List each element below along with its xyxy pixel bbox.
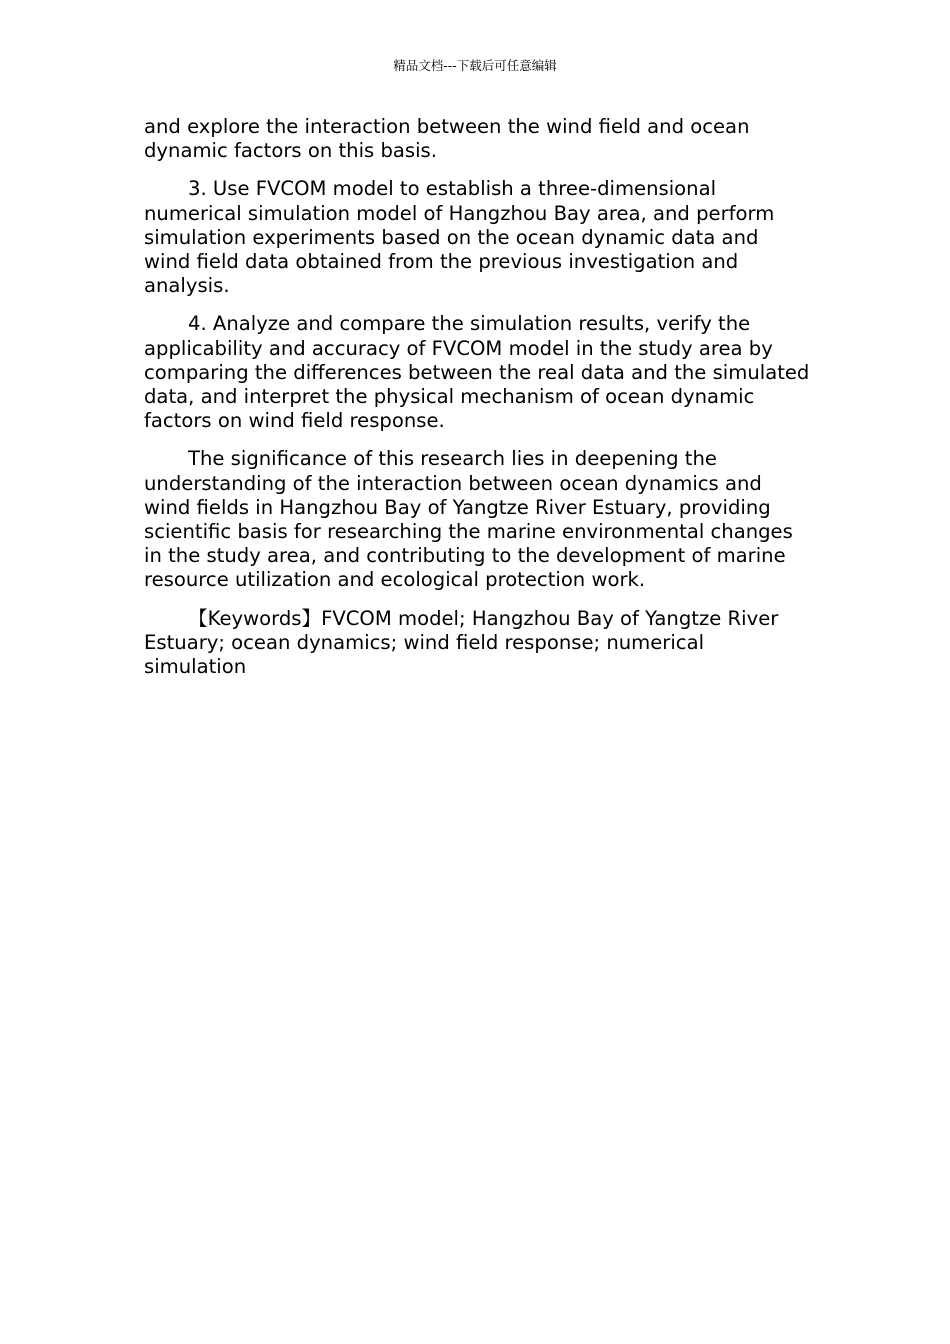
paragraph-continuation: and explore the interaction between the wind field and ocean dynamic factors on this basis. xyxy=(144,115,750,163)
page-header: 精品文档---下载后可任意编辑 xyxy=(393,58,557,73)
document-body xyxy=(144,115,810,693)
paragraph-significance: The significance of this research lies in deepening the understanding of the interaction between ocean dynamics and wind fields in Hangzhou Bay of Yangtze River Estuary, providing scientific basis for researching the marine environmental changes in the study area, and contributing to the development of marine resource utilization and ecological protection work. xyxy=(144,447,793,592)
paragraph-keywords: 【Keywords】FVCOM model; Hangzhou Bay of Yangtze River Estuary; ocean dynamics; wind field response; numerical simulation xyxy=(144,606,779,679)
paragraph-item-3: 3. Use FVCOM model to establish a three-dimensional numerical simulation model of Hangzhou Bay area, and perform simulation experiments based on the ocean dynamic data and wind field data obtained from the previous investigation and analysis. xyxy=(144,177,775,298)
paragraph-item-4: 4. Analyze and compare the simulation results, verify the applicability and accuracy of FVCOM model in the study area by comparing the differences between the real data and the simulated data, and interpret the physical mechanism of ocean dynamic factors on wind field response. xyxy=(144,312,810,433)
